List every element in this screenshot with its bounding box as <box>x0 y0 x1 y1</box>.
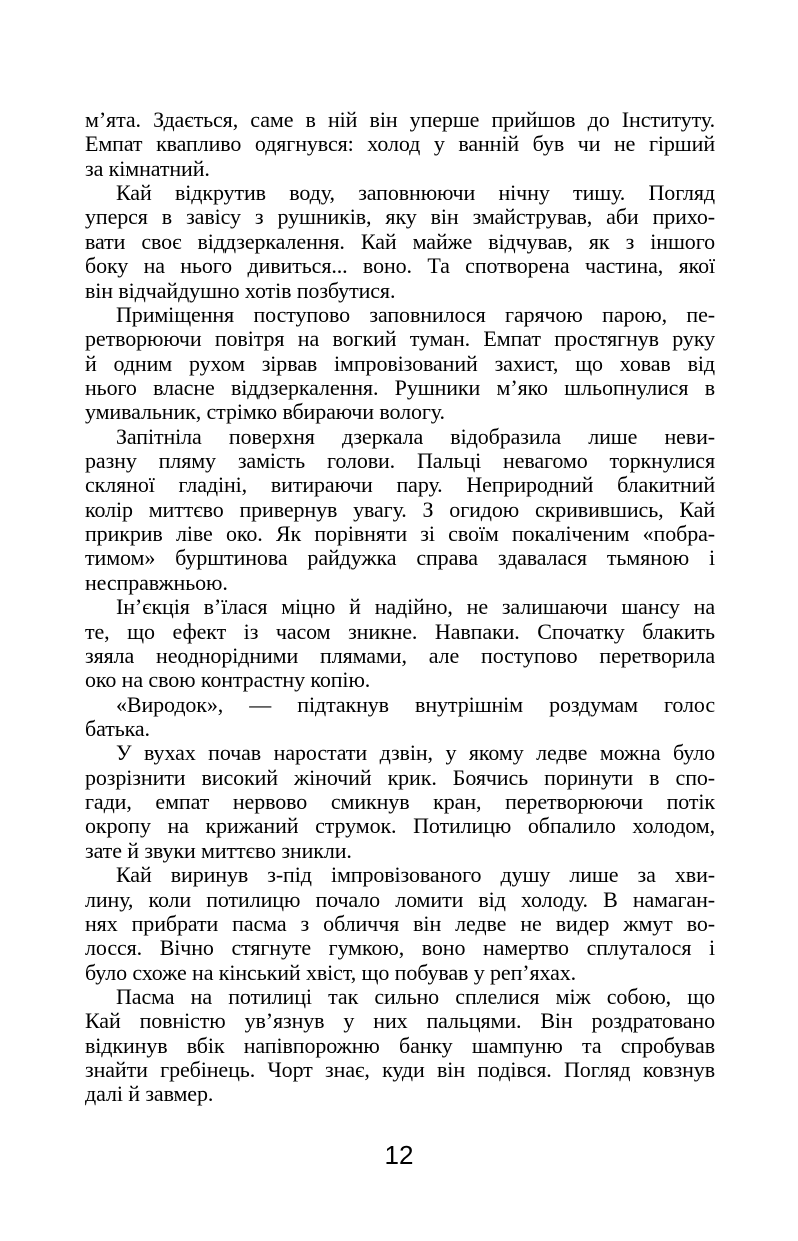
text-line: знайти гребінець. Чорт знає, куди він подівся. Погляд ковзнув <box>85 1057 715 1083</box>
paragraph <box>85 425 715 596</box>
paragraph <box>85 108 715 181</box>
text-line: око на свою контрастну копію. <box>85 667 371 693</box>
text-line: він відчайдушно хотів позбутися. <box>85 277 396 303</box>
text-line: нях прибрати пасма з обличчя він ледве не видер жмут во- <box>85 910 715 936</box>
text-line: нього власне віддзеркалення. Рушники м’яко шльопнулися в <box>85 374 715 400</box>
text-line: зате й звуки миттєво зникли. <box>85 837 352 863</box>
page-number: 12 <box>384 1140 414 1170</box>
text-line: У вухах почав наростати дзвін, у якому ледве можна було <box>116 740 715 766</box>
paragraph <box>85 741 715 863</box>
text-line: й одним рухом зірвав імпровізований захист, що ховав від <box>85 350 715 376</box>
text-line: скляної гладіні, витираючи пару. Неприродний блакитний <box>85 472 715 498</box>
text-line: Ін’єкція в’їлася міцно й надійно, не залишаючи шансу на <box>116 594 715 620</box>
text-line: зяяла неоднорідними плямами, але поступово перетворила <box>85 642 715 668</box>
text-line: Запітніла поверхня дзеркала відобразила лише неви- <box>116 423 715 449</box>
text-line: Кай виринув з-під імпровізованого душу лише за хви- <box>116 862 715 888</box>
text-line: несправжньою. <box>85 569 228 595</box>
paragraph <box>85 303 715 425</box>
text-line: колір миттєво привернув увагу. З огидою скривившись, Кай <box>85 496 715 522</box>
text-line: Пасма на потилиці так сильно сплелися між собою, що <box>116 983 715 1009</box>
text-line: Емпат квапливо одягнувся: холод у ванній був чи не гірший <box>85 131 715 157</box>
paragraph <box>85 693 715 742</box>
text-line: гади, емпат нервово смикнув кран, перетворюючи потік <box>85 789 715 815</box>
text-block <box>85 108 715 1107</box>
text-line: за кімнатний. <box>85 155 210 181</box>
text-line: батька. <box>85 715 150 741</box>
text-line: було схоже на кінський хвіст, що побував у реп’яхах. <box>85 959 577 985</box>
text-line: уперся в завісу з рушників, яку він змайстрував, аби прихо- <box>85 204 715 230</box>
text-line: Приміщення поступово заповнилося гарячою парою, пе- <box>116 301 715 327</box>
text-line: далі й завмер. <box>85 1081 214 1107</box>
text-line: лину, коли потилицю почало ломити від холоду. В намаган- <box>85 886 715 912</box>
paragraph <box>85 985 715 1107</box>
text-line: лосся. Вічно стягнуте гумкою, воно намертво сплуталося і <box>85 935 715 961</box>
text-line: боку на нього дивиться... воно. Та спотворена частина, якої <box>85 253 715 279</box>
text-line: вати своє віддзеркалення. Кай майже відчував, як з іншого <box>85 228 715 254</box>
paragraph <box>85 595 715 692</box>
text-line: прикрив ліве око. Як порівняти зі своїм покаліченим «побра- <box>85 521 715 547</box>
text-line: «Виродок», — підтакнув внутрішнім роздумам голос <box>116 691 715 717</box>
text-line: відкинув вбік напівпорожню банку шампуню та спробував <box>85 1032 715 1058</box>
text-line: Кай повністю ув’язнув у них пальцями. Він роздратовано <box>85 1008 715 1034</box>
text-line: те, що ефект із часом зникне. Навпаки. Спочатку блакить <box>85 618 715 644</box>
text-line: ретворюючи повітря на вогкий туман. Емпат простягнув руку <box>85 326 715 352</box>
text-line: умивальник, стрімко вбираючи вологу. <box>85 399 445 425</box>
text-line: розрізнити високий жіночий крик. Боячись поринути в спо- <box>85 764 715 790</box>
paragraph <box>85 181 715 303</box>
text-line: тимом» бурштинова райдужка справа здавалася тьмяною і <box>85 545 715 571</box>
text-line: м’ята. Здається, саме в ній він уперше прийшов до Інституту. <box>85 107 715 132</box>
text-line: окропу на крижаний струмок. Потилицю обпалило холодом, <box>85 813 715 839</box>
text-line: разну пляму замість голови. Пальці невагомо торкнулися <box>85 448 715 474</box>
paragraph <box>85 863 715 985</box>
text-line: Кай відкрутив воду, заповнюючи нічну тишу. Погляд <box>116 180 715 206</box>
